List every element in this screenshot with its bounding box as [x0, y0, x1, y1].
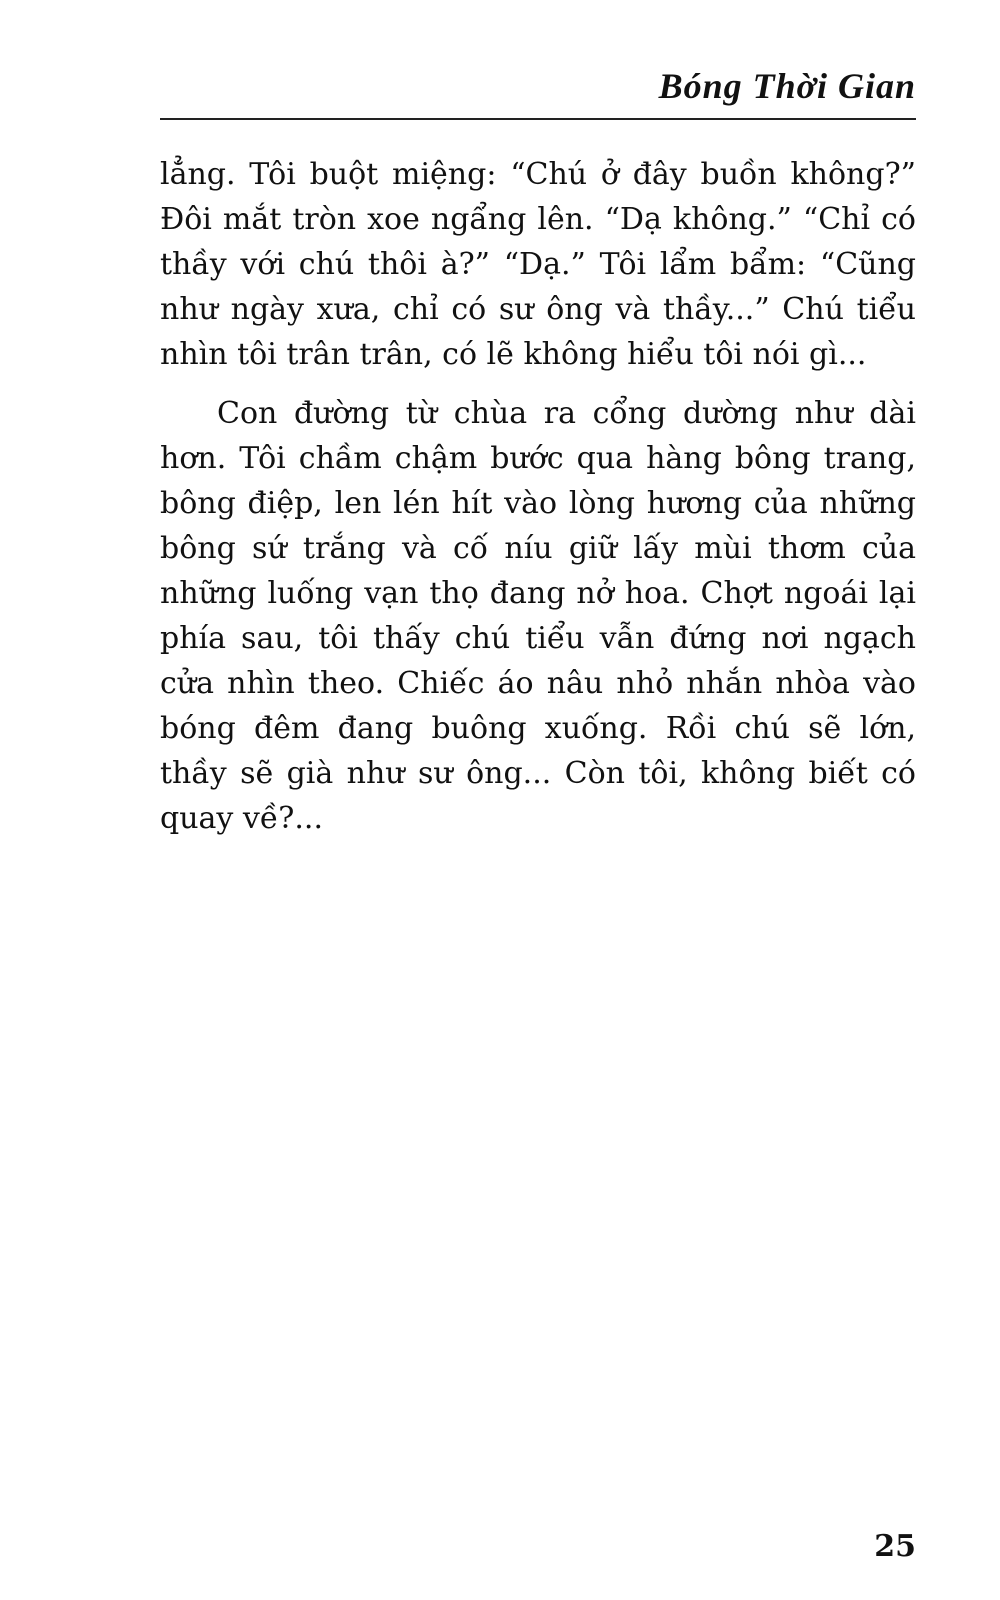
header-divider — [160, 118, 916, 120]
paragraph-continued: lẳng. Tôi buột miệng: “Chú ở đây buồn không?” Đôi mắt tròn xoe ngẩng lên. “Dạ không.” “Chỉ có thầy với chú thôi à?” “Dạ.” Tôi lẩm bẩm: “Cũng như ngày xưa, chỉ có sư ông và thầy...” Chú tiểu nhìn tôi trân trân, có lẽ không hiểu tôi nói gì... — [160, 157, 916, 372]
running-header-title: Bóng Thời Gian — [658, 66, 916, 106]
page-number: 25 — [874, 1529, 916, 1564]
paragraph: Con đường từ chùa ra cổng dường như dài hơn. Tôi chầm chậm bước qua hàng bông trang, bông điệp, len lén hít vào lòng hương của những bông sứ trắng và cố níu giữ lấy mùi thơm của những luống vạn thọ đang nở hoa. Chợt ngoái lại phía sau, tôi thấy chú tiểu vẫn đứng nơi ngạch cửa nhìn theo. Chiếc áo nâu nhỏ nhắn nhòa vào bóng đêm đang buông xuống. Rồi chú sẽ lớn, thầy sẽ già như sư ông... Còn tôi, không biết có quay về?... — [160, 396, 916, 836]
body-text — [160, 152, 916, 855]
